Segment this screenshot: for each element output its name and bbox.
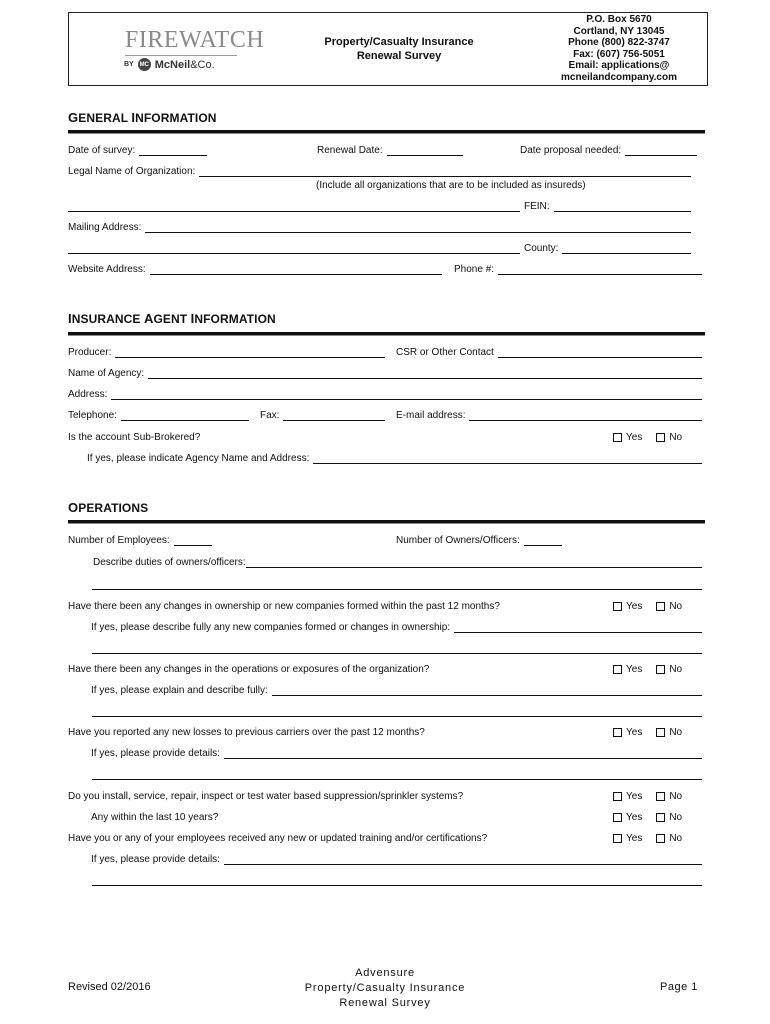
sprinkler-yes[interactable]: Yes	[613, 791, 642, 802]
losses-detail-field	[91, 748, 702, 759]
agency-address-label: Address:	[68, 389, 108, 400]
sprinkler-no[interactable]: No	[656, 791, 682, 802]
section-rule-operations	[68, 520, 705, 524]
checkbox-icon[interactable]	[613, 433, 622, 442]
fein-row	[68, 201, 691, 212]
operations-change-question: Have there been any changes in the operations or exposures of the organization?	[68, 664, 430, 675]
checkbox-icon[interactable]	[656, 834, 665, 843]
agency-name-input[interactable]	[148, 368, 702, 379]
operations-detail-input-2[interactable]	[92, 706, 702, 717]
renewal-date-label: Renewal Date:	[317, 145, 383, 156]
logo-rule	[125, 55, 237, 56]
ownership-change-no[interactable]: No	[656, 601, 682, 612]
section-rule-agent	[68, 332, 705, 336]
phone-label: Phone #:	[454, 264, 495, 275]
sub-brokered-no[interactable]: No	[656, 432, 682, 443]
checkbox-icon[interactable]	[613, 665, 622, 674]
checkbox-icon[interactable]	[656, 433, 665, 442]
sprinkler-10-years-no[interactable]: No	[656, 812, 682, 823]
website-label: Website Address:	[68, 264, 146, 275]
telephone-label: Telephone:	[68, 410, 117, 421]
ownership-detail-field	[91, 622, 702, 633]
section-title-operations: OPERATIONS	[68, 500, 149, 515]
date-proposal-input[interactable]	[625, 145, 697, 156]
checkbox-icon[interactable]	[613, 602, 622, 611]
footer-title-line3: Renewal Survey	[339, 997, 431, 1009]
phone-input[interactable]	[498, 264, 702, 275]
checkbox-icon[interactable]	[613, 813, 622, 822]
losses-detail-input-2[interactable]	[92, 769, 702, 780]
county-row	[68, 243, 691, 254]
telephone-input[interactable]	[121, 410, 249, 421]
training-no[interactable]: No	[656, 833, 682, 844]
training-yes[interactable]: Yes	[613, 833, 642, 844]
describe-duties-input-2[interactable]	[92, 579, 702, 590]
agency-name-field	[68, 368, 702, 379]
operations-detail-input[interactable]	[272, 685, 702, 696]
email-label: E-mail address:	[396, 410, 466, 421]
mcneil-logo	[124, 58, 215, 71]
date-proposal-label: Date proposal needed:	[520, 145, 622, 156]
mailing-address-field	[68, 222, 691, 233]
producer-label: Producer:	[68, 347, 112, 358]
contact-email-1: Email: applications@	[568, 60, 670, 72]
training-detail-label: If yes, please provide details:	[91, 854, 220, 865]
footer-title	[285, 966, 485, 1011]
contact-po-box: P.O. Box 5670	[586, 14, 652, 25]
sub-brokered-detail-label: If yes, please indicate Agency Name and Address:	[87, 453, 310, 464]
num-owners-field	[396, 535, 562, 546]
training-detail-field	[91, 854, 702, 865]
describe-duties-field	[93, 557, 702, 568]
losses-no[interactable]: No	[656, 727, 682, 738]
county-label: County:	[524, 243, 559, 254]
training-detail-input-2[interactable]	[92, 875, 702, 886]
describe-duties-input[interactable]	[246, 557, 702, 568]
num-owners-input[interactable]	[524, 535, 562, 546]
num-employees-label: Number of Employees:	[68, 535, 170, 546]
sprinkler-question: Do you install, service, repair, inspect or test water based suppression/sprinkler systems?	[68, 791, 464, 802]
footer-page-number: Page 1	[660, 981, 698, 993]
ownership-change-options	[613, 601, 682, 612]
checkbox-icon[interactable]	[656, 813, 665, 822]
logo-company-bold: McNeil	[154, 58, 191, 71]
email-input[interactable]	[469, 410, 702, 421]
ownership-detail-input[interactable]	[454, 622, 702, 633]
operations-change-yes[interactable]: Yes	[613, 664, 642, 675]
agency-address-input[interactable]	[111, 389, 702, 400]
county-input[interactable]	[562, 243, 691, 254]
website-field	[68, 264, 442, 275]
producer-field	[68, 347, 385, 358]
include-note: (Include all organizations that are to be included as insureds)	[316, 180, 586, 191]
ownership-change-yes[interactable]: Yes	[613, 601, 642, 612]
sub-brokered-yes[interactable]: Yes	[613, 432, 642, 443]
date-of-survey-label: Date of survey:	[68, 145, 136, 156]
contact-block	[529, 14, 709, 84]
renewal-date-field	[317, 145, 463, 156]
fein-label: FEIN:	[524, 201, 550, 212]
agency-address-field	[68, 389, 702, 400]
mailing-address-input[interactable]	[145, 222, 691, 233]
num-employees-input[interactable]	[174, 535, 212, 546]
renewal-date-input[interactable]	[387, 145, 463, 156]
training-options	[613, 833, 682, 844]
csr-field	[396, 347, 702, 358]
footer-revised: Revised 02/2016	[68, 981, 151, 993]
checkbox-icon[interactable]	[656, 792, 665, 801]
losses-detail-input[interactable]	[224, 748, 702, 759]
agency-name-label: Name of Agency:	[68, 368, 145, 379]
telephone-field	[68, 410, 249, 421]
sprinkler-10-years-question: Any within the last 10 years?	[91, 812, 219, 823]
logo-by-text: BY	[124, 61, 134, 68]
operations-change-no[interactable]: No	[656, 664, 682, 675]
fax-field	[260, 410, 385, 421]
sub-brokered-options	[613, 432, 682, 443]
csr-label: CSR or Other Contact	[396, 347, 494, 358]
date-of-survey-field	[68, 145, 207, 156]
fax-input[interactable]	[283, 410, 385, 421]
document-title	[299, 35, 499, 63]
csr-input[interactable]	[498, 347, 702, 358]
contact-phone: Phone (800) 822-3747	[568, 37, 670, 49]
mailing-address-continued-input[interactable]	[68, 243, 520, 254]
operations-detail-label: If yes, please explain and describe fully:	[91, 685, 268, 696]
checkbox-icon[interactable]	[656, 665, 665, 674]
document-title-line2: Renewal Survey	[356, 50, 442, 62]
fax-label: Fax:	[260, 410, 280, 421]
footer-title-line1: Advensure	[355, 967, 415, 979]
logo-company-rest: &Co.	[190, 58, 215, 71]
phone-field	[454, 264, 702, 275]
checkbox-icon[interactable]	[613, 728, 622, 737]
ownership-change-question: Have there been any changes in ownership or new companies formed within the past 12 months?	[68, 601, 500, 612]
losses-options	[613, 727, 682, 738]
legal-name-label: Legal Name of Organization:	[68, 166, 196, 177]
losses-yes[interactable]: Yes	[613, 727, 642, 738]
legal-name-continued-input[interactable]	[68, 201, 520, 212]
section-title-agent: INSURANCE AGENT INFORMATION	[68, 311, 276, 326]
firewatch-logo: FIREWATCH	[125, 27, 265, 53]
contact-email-2: mcneilandcompany.com	[561, 71, 677, 83]
header-box	[68, 12, 708, 86]
ownership-detail-label: If yes, please describe fully any new companies formed or changes in ownership:	[91, 622, 451, 633]
checkbox-icon[interactable]	[656, 602, 665, 611]
checkbox-icon[interactable]	[656, 728, 665, 737]
ownership-detail-input-2[interactable]	[92, 643, 702, 654]
sub-brokered-detail-field	[87, 453, 702, 464]
sub-brokered-question: Is the account Sub-Brokered?	[68, 432, 201, 443]
checkbox-icon[interactable]	[613, 834, 622, 843]
producer-input[interactable]	[115, 347, 385, 358]
contact-city: Cortland, NY 13045	[573, 25, 665, 37]
sprinkler-10-years-options	[613, 812, 682, 823]
training-detail-input[interactable]	[224, 854, 702, 865]
num-owners-label: Number of Owners/Officers:	[396, 535, 520, 546]
num-employees-field	[68, 535, 212, 546]
mailing-address-label: Mailing Address:	[68, 222, 142, 233]
email-field	[396, 410, 702, 421]
training-question: Have you or any of your employees received any new or updated training and/or certifications?	[68, 833, 488, 844]
describe-duties-label: Describe duties of owners/officers:	[93, 557, 246, 568]
legal-name-input[interactable]	[199, 166, 691, 177]
losses-question: Have you reported any new losses to previous carriers over the past 12 months?	[68, 727, 425, 738]
date-proposal-field	[520, 145, 697, 156]
operations-change-options	[613, 664, 682, 675]
fein-input[interactable]	[554, 201, 691, 212]
legal-name-field	[68, 166, 691, 177]
date-of-survey-input[interactable]	[139, 145, 207, 156]
sprinkler-options	[613, 791, 682, 802]
checkbox-icon[interactable]	[613, 792, 622, 801]
section-title-general: GENERAL INFORMATION	[68, 110, 217, 125]
document-title-line1: Property/Casualty Insurance	[324, 36, 474, 48]
operations-detail-field	[91, 685, 702, 696]
website-input[interactable]	[150, 264, 442, 275]
section-rule-general	[68, 130, 705, 134]
losses-detail-label: If yes, please provide details:	[91, 748, 220, 759]
sub-brokered-detail-input[interactable]	[313, 453, 702, 464]
footer-title-line2: Property/Casualty Insurance	[304, 982, 466, 994]
sprinkler-10-years-yes[interactable]: Yes	[613, 812, 642, 823]
mcneil-badge-icon: MC	[138, 58, 151, 71]
contact-fax: Fax: (607) 756-5051	[573, 48, 665, 60]
